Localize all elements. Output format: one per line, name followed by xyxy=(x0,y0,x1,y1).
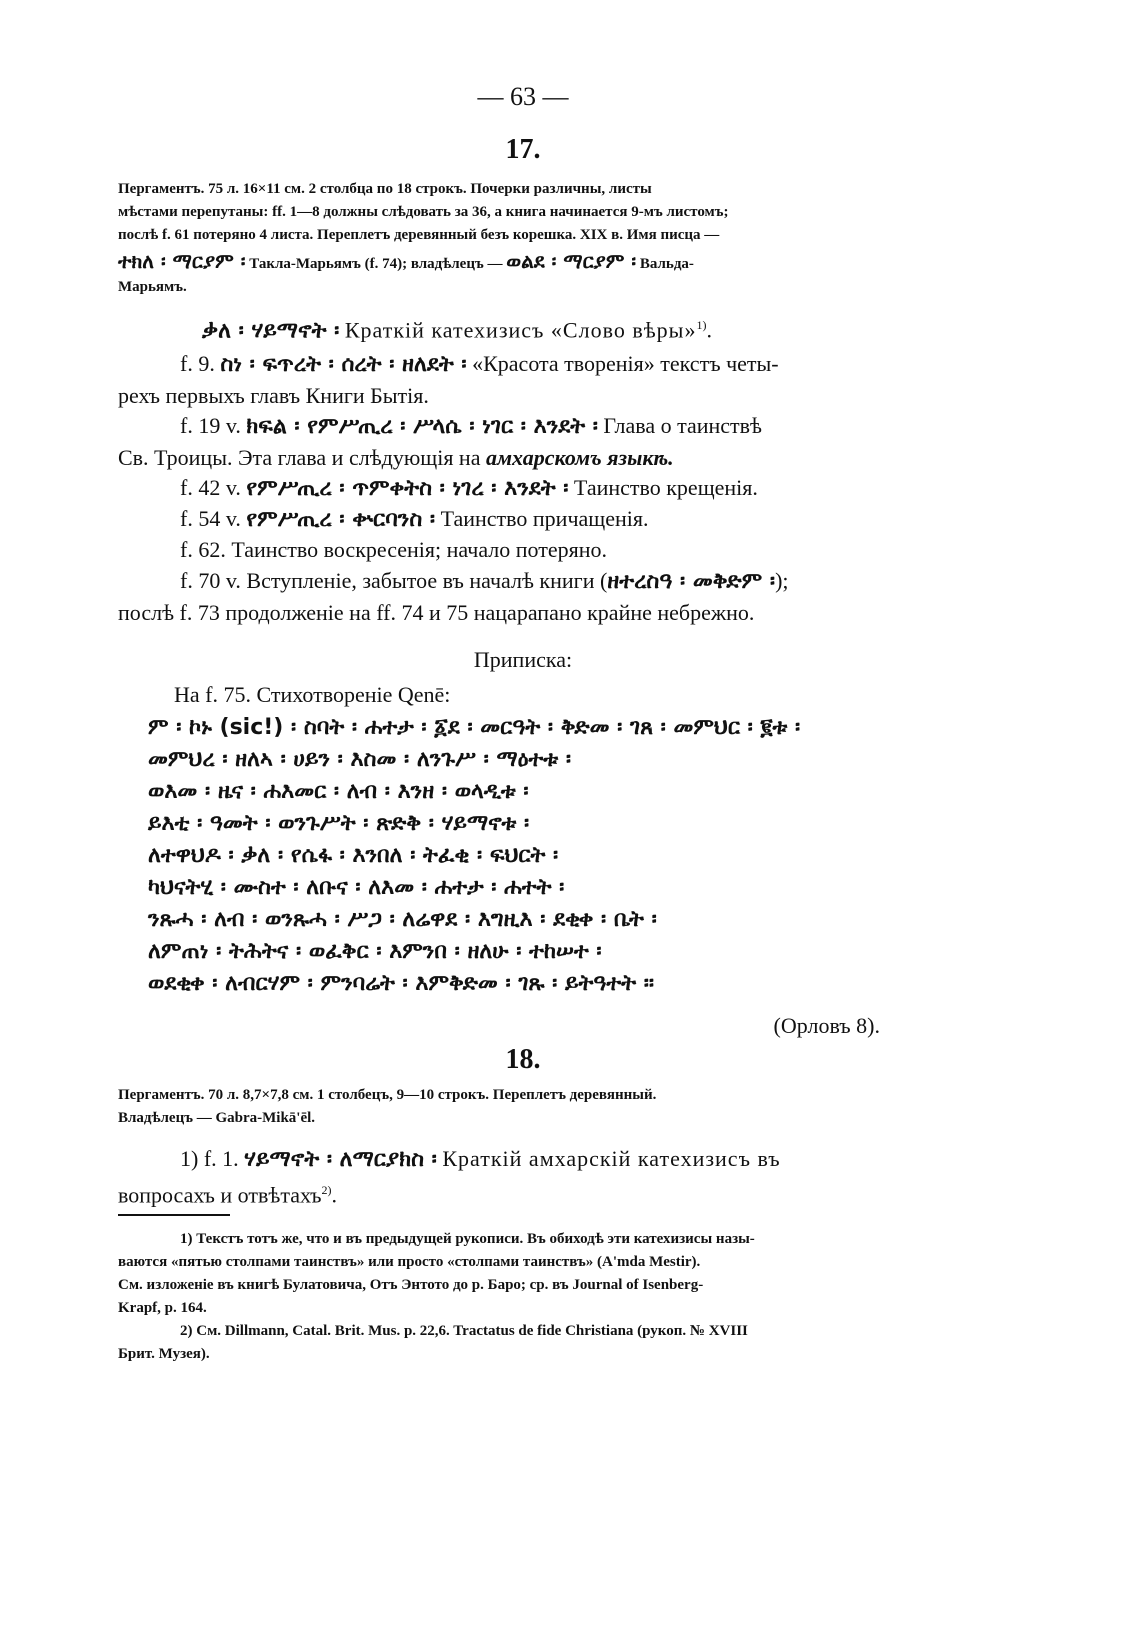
postscript-title: Приписка: xyxy=(473,647,573,672)
item-description: Таинство крещенія. xyxy=(573,475,758,500)
geez-title: ዘተረስዓ ፡ መቅድም ፡ xyxy=(607,569,776,594)
content-item-f42v xyxy=(118,472,928,504)
footnote-1-line: Krapf, p. 164. xyxy=(118,1300,207,1316)
entry-18-number: 18. xyxy=(505,1044,541,1075)
poem-line: ለምጠነ ፡ ትሕትና ፡ ወፈቅር ፡ እምንበ ፡ ዘለሁ ፡ ተከሠተ ፡ xyxy=(148,939,602,964)
entry-18-desc-line: Владѣлецъ — Gabra-Mikā'ēl. xyxy=(118,1110,316,1126)
item-description-cont xyxy=(118,1175,928,1210)
work-title-ru: Краткій катехизисъ «Слово вѣры» xyxy=(344,317,697,343)
item-description-cont xyxy=(118,442,928,473)
item-description: Краткій амхарскій катехизисъ въ xyxy=(442,1146,781,1171)
folio-ref: f. 9. xyxy=(180,351,215,376)
item-description: Таинство причащенія. xyxy=(440,506,649,531)
footnote-1-line: ваются «пятью столпами таинствъ» или просто «столпами таинствъ» (A'mda Mestir). xyxy=(118,1254,701,1270)
entry-17-description xyxy=(118,178,928,299)
entry-17-signature: (Орловъ 8). xyxy=(773,1013,880,1038)
footnote-1-line: 1) Текстъ тотъ же, что и въ предыдущей рукописи. Въ обиходѣ эти катехизисы назы- xyxy=(180,1231,755,1247)
poem-line: ንጹሓ ፡ ለብ ፡ ወንጹሓ ፡ ሥጋ ፡ ለሬዋደ ፡ እግዚእ ፡ ደቂቀ ፡ ቤት ፡ xyxy=(148,907,657,932)
poem-line: ም ፡ ኮኑ (sic!) ፡ ስባት ፡ ሐተታ ፡ ፩ደ ፡ መርዓት ፡ ቅድመ ፡ ገጸ ፡ መምህር ፡ ፪ቱ ፡ xyxy=(148,715,801,740)
owner-name-ru-cont: Марьямъ. xyxy=(118,279,187,295)
owner-name-geez: ወልደ ፡ ማርያም ፡ xyxy=(506,249,637,273)
poem-line: ይእቲ ፡ ዓመት ፡ ወንጉሥት ፡ ጽድቅ ፡ ሃይማኖቱ ፡ xyxy=(148,811,530,836)
entry-17-desc-line: Пергаментъ. 75 л. 16×11 см. 2 столбца по 18 строкъ. Почерки различны, листы xyxy=(118,181,652,197)
footnote-ref-2[interactable]: 2) xyxy=(321,1183,332,1197)
poem-line: ወእመ ፡ ዜና ፡ ሐእመር ፡ ለብ ፡ እንዘ ፡ ወላዲቱ ፡ xyxy=(148,779,529,804)
poem-line: መምህረ ፡ ዘለኣ ፡ ሀይን ፡ እስመ ፡ ለንጉሥ ፡ ማዕተቱ ፡ xyxy=(148,747,572,772)
owner-name-ru: Вальда- xyxy=(639,256,694,272)
geez-title: ክፍል ፡ የምሥጢረ ፡ ሥላሴ ፡ ነገር ፡ እንደት ፡ xyxy=(246,414,598,439)
entry-18-desc-line: Пергаментъ. 70 л. 8,7×7,8 см. 1 столбецъ, 9—10 строкъ. Переплетъ деревянный. xyxy=(118,1087,657,1103)
geez-title: ስነ ፡ ፍጥረት ፡ ሰረት ፡ ዘለደት ፡ xyxy=(220,352,467,377)
work-title-end: . xyxy=(706,317,712,343)
folio-ref: f. 54 v. xyxy=(180,506,241,531)
content-item-f70v xyxy=(118,565,928,628)
work-title xyxy=(202,310,928,346)
item-description: Глава о таинствѣ xyxy=(603,413,762,438)
footnote-2-line: Брит. Музея). xyxy=(118,1346,210,1362)
content-item-f19v xyxy=(118,410,928,473)
scribe-name-ru: Такла-Марьямъ (f. 74); владѣлецъ — xyxy=(249,256,503,272)
item-description: f. 70 v. Вступленіе, забытое въ началѣ книги ( xyxy=(180,568,608,593)
entry-17-number: 17. xyxy=(505,134,541,165)
folio-ref: f. 19 v. xyxy=(180,413,241,438)
poem-line: ወደቂቀ ፡ ለብርሃም ፡ ምንባሬት ፡ እምቅድመ ፡ ገጹ ፡ ይትዓተት ፡፡ xyxy=(148,971,655,996)
footnote-ref-1[interactable]: 1) xyxy=(696,318,707,332)
page-number: — 63 — xyxy=(477,82,569,111)
item-description-cont: рехъ первыхъ главъ Книги Бытія. xyxy=(118,383,429,408)
entry-18-description xyxy=(118,1084,928,1130)
entry-17-desc-line: послѣ f. 61 потеряно 4 листа. Переплетъ деревянный безъ корешка. XIX в. Имя писца — xyxy=(118,227,720,243)
footnote-2-line: 2) См. Dillmann, Catal. Brit. Mus. p. 22,6. Tractatus de fide Christiana (рукоп. № XVIII xyxy=(180,1323,748,1339)
footnote-divider xyxy=(118,1214,230,1216)
footnotes xyxy=(118,1228,928,1366)
item-description-text: Св. Троицы. Эта глава и слѣдующія на xyxy=(118,445,481,470)
content-item-f62: f. 62. Таинство воскресенія; начало потеряно. xyxy=(180,537,608,562)
item-description-cont: послѣ f. 73 продолженіе на ff. 74 и 75 нацарапано крайне небрежно. xyxy=(118,600,755,625)
item-description-end: . xyxy=(331,1182,338,1208)
content-item-f54v xyxy=(118,503,928,535)
geez-title: የምሥጢረ ፡ ጥምቀትስ ፡ ነገረ ፡ እንደት ፡ xyxy=(246,476,569,501)
folio-ref: 1) f. 1. xyxy=(180,1146,239,1171)
content-item-18-1 xyxy=(118,1143,928,1210)
content-item-f9 xyxy=(118,348,928,411)
poem-line: ለተዋህዶ ፡ ቃለ ፡ የሴፋ ፡ እንበለ ፡ ትፈቂ ፡ ፍህርት ፡ xyxy=(148,843,559,868)
scribe-name-geez: ተክለ ፡ ማርያም ፡ xyxy=(118,249,246,273)
folio-ref: f. 42 v. xyxy=(180,475,241,500)
item-description-text: вопросахъ и отвѣтахъ xyxy=(118,1182,322,1208)
postscript-intro: На f. 75. Стихотвореніе Qenē: xyxy=(174,682,451,707)
entry-17-scribe-line xyxy=(118,250,928,276)
entry-17-desc-line: мѣстами перепутаны: ff. 1—8 должны слѣдовать за 36, а книга начинается 9-мъ листомъ; xyxy=(118,204,729,220)
footnote-1-line: См. изложеніе въ книгѣ Булатовича, Отъ Энтото до р. Баро; ср. въ Journal of Isenberg- xyxy=(118,1277,704,1293)
item-description-end: ); xyxy=(775,568,789,593)
item-description: «Красота творенія» текстъ четы- xyxy=(472,351,779,376)
work-title-geez: ቃለ ፡ ሃይማኖት ፡ xyxy=(202,318,340,344)
poem-line: ካህናትሂ ፡ ሙስተ ፡ ለቡና ፡ ለእመ ፡ ሐተታ ፡ ሐተት ፡ xyxy=(148,875,565,900)
geez-title: የምሥጢረ ፡ ቍርባንስ ፡ xyxy=(246,507,436,532)
item-description-italic: амхарскомъ языкѣ. xyxy=(485,445,674,470)
geez-title: ሃይማኖት ፡ ለማርያክስ ፡ xyxy=(244,1147,437,1172)
